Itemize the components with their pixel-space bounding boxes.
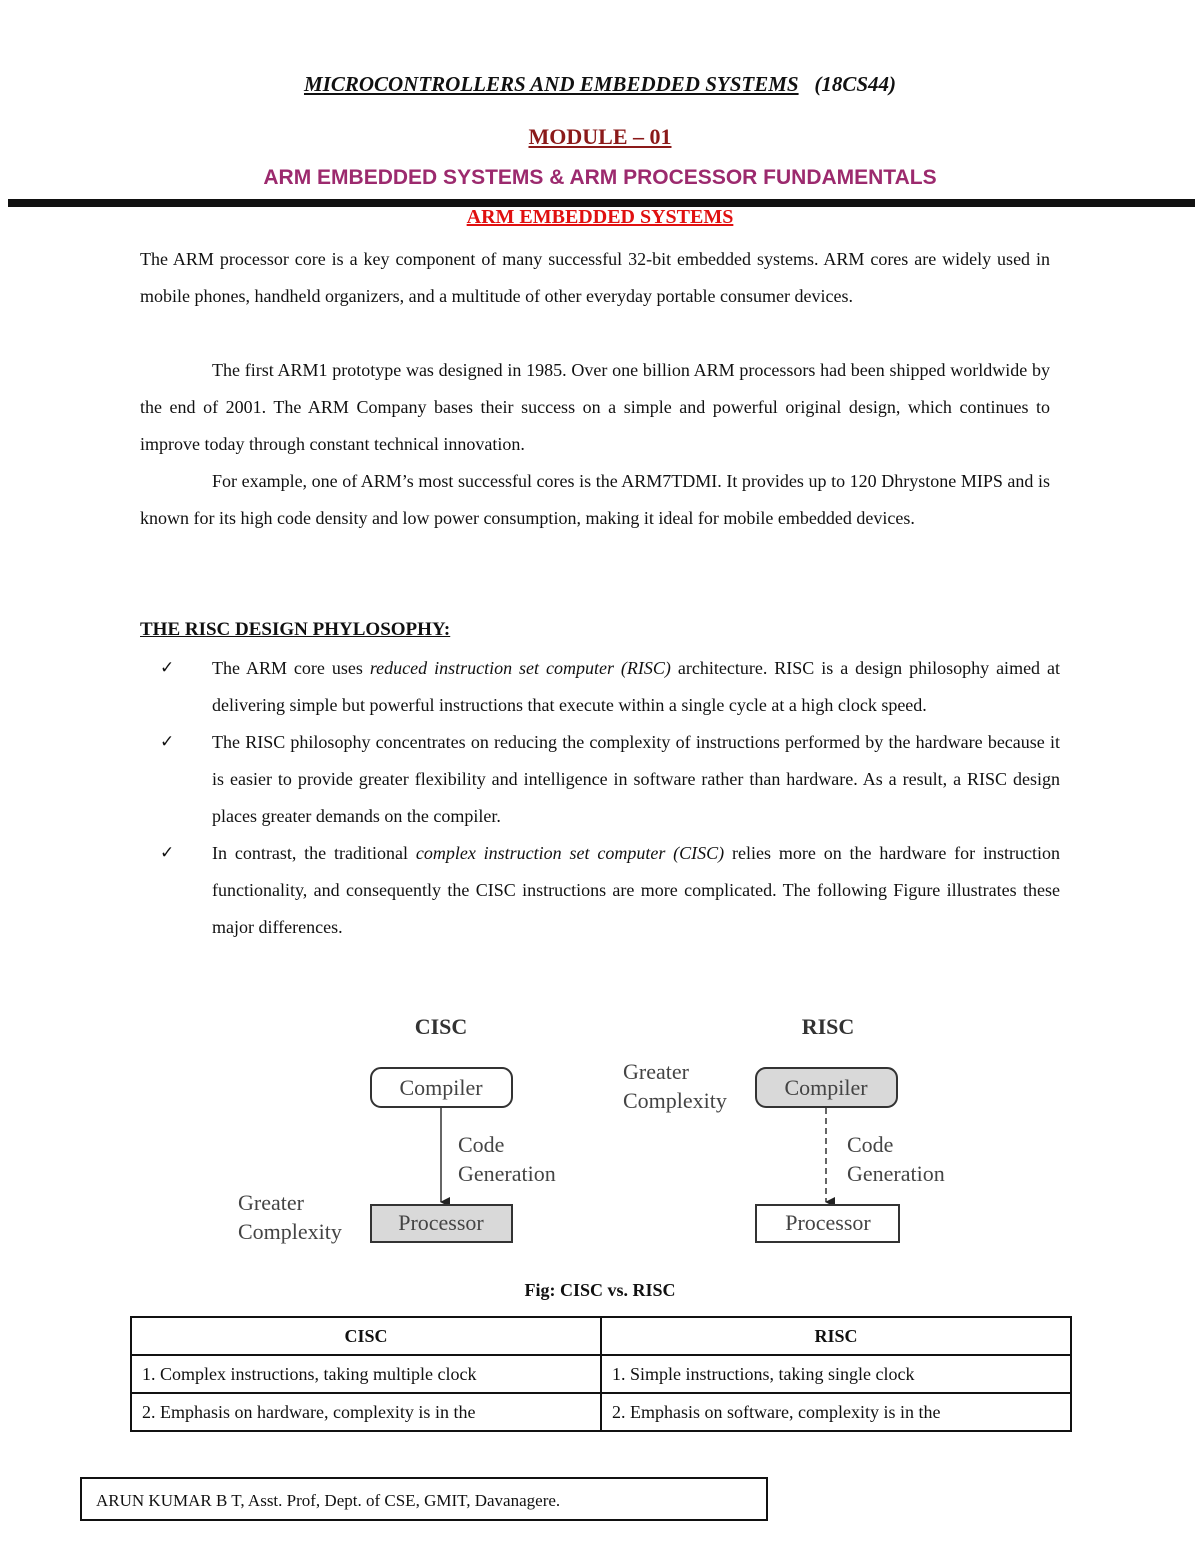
table-cell: 2. Emphasis on software, complexity is in the [601,1393,1071,1431]
bullet-text: architecture. RISC is a design philosophy aimed at delivering simple but powerful instructions that execute within a single cycle at a high clock speed. [212,658,1060,715]
list-item [160,835,1060,946]
list-item [160,724,1060,835]
author-footer: ARUN KUMAR B T, Asst. Prof, Dept. of CSE, GMIT, Davanagere. [80,1477,768,1521]
column-header-risc: RISC [601,1317,1071,1355]
table-row [131,1355,1071,1393]
table-cell: 1. Simple instructions, taking single clock [601,1355,1071,1393]
section-title: ARM EMBEDDED SYSTEMS [466,206,734,228]
checkmark-icon: ✓ [160,658,175,678]
bullet-emphasis: complex instruction set computer (CISC) [415,843,725,863]
cisc-risc-figure [0,1000,1200,1260]
intro-paragraph-3: For example, one of ARM’s most successful cores is the ARM7TDMI. It provides up to 120 Dhrystone MIPS and is known for its high code density and low power consumption, making it ideal for mobile embedded devices. [140,471,1050,528]
module-number: MODULE – 01 [528,124,672,149]
figure-caption: Fig: CISC vs. RISC [524,1280,676,1300]
course-name: MICROCONTROLLERS AND EMBEDDED SYSTEMS [303,72,799,96]
checkmark-icon: ✓ [160,843,175,863]
risc-heading: THE RISC DESIGN PHYLOSOPHY: [140,619,451,640]
bullet-text: In contrast, the traditional [212,843,416,863]
risc-bullet-list [160,650,1060,946]
list-item [160,650,1060,724]
risc-compiler-label: Compiler [784,1075,868,1100]
course-title [0,72,1200,97]
risc-complexity-label: Complexity [623,1088,727,1113]
risc-code-label: Code [847,1132,894,1157]
table-cell: 2. Emphasis on hardware, complexity is in the [131,1393,601,1431]
module-title: ARM EMBEDDED SYSTEMS & ARM PROCESSOR FUNDAMENTALS [263,166,937,189]
intro-paragraph-1: The ARM processor core is a key component of many successful 32-bit embedded systems. ARM cores are widely used in mobile phones, handheld organizers, and a multitude of other everyday portable consumer devices. [140,249,1050,306]
cisc-greater-label: Greater [238,1190,304,1215]
cisc-generation-label: Generation [458,1161,556,1186]
bullet-text: The ARM core uses [212,658,370,678]
comparison-table [130,1316,1072,1432]
risc-processor-label: Processor [785,1210,871,1235]
bullet-emphasis: reduced instruction set computer (RISC) [369,658,671,678]
cisc-figure-title: CISC [414,1014,468,1039]
cisc-complexity-label: Complexity [238,1219,342,1244]
intro-paragraph-2: The first ARM1 prototype was designed in 1985. Over one billion ARM processors had been shipped worldwide by the end of 2001. The ARM Company bases their success on a simple and powerful original design, which continues to improve today through constant technical innovation. [140,360,1050,454]
table-cell: 1. Complex instructions, taking multiple clock [131,1355,601,1393]
risc-greater-label: Greater [623,1059,689,1084]
bullet-text: relies more on the hardware for instruction functionality, and consequently the CISC instructions are more complicated. The following Figure illustrates these major differences. [212,843,1061,937]
bullet-text: The RISC philosophy concentrates on reducing the complexity of instructions performed by the hardware because it is easier to provide greater flexibility and intelligence in software rather than hardware. As a result, a RISC design places greater demands on the compiler. [212,732,1060,826]
table-row [131,1393,1071,1431]
cisc-processor-label: Processor [398,1210,484,1235]
course-code: (18CS44) [814,72,897,96]
cisc-code-label: Code [458,1132,505,1157]
table-header-row [131,1317,1071,1355]
risc-generation-label: Generation [847,1161,945,1186]
risc-figure-title: RISC [801,1014,855,1039]
checkmark-icon: ✓ [160,732,175,752]
column-header-cisc: CISC [131,1317,601,1355]
cisc-compiler-label: Compiler [399,1075,483,1100]
